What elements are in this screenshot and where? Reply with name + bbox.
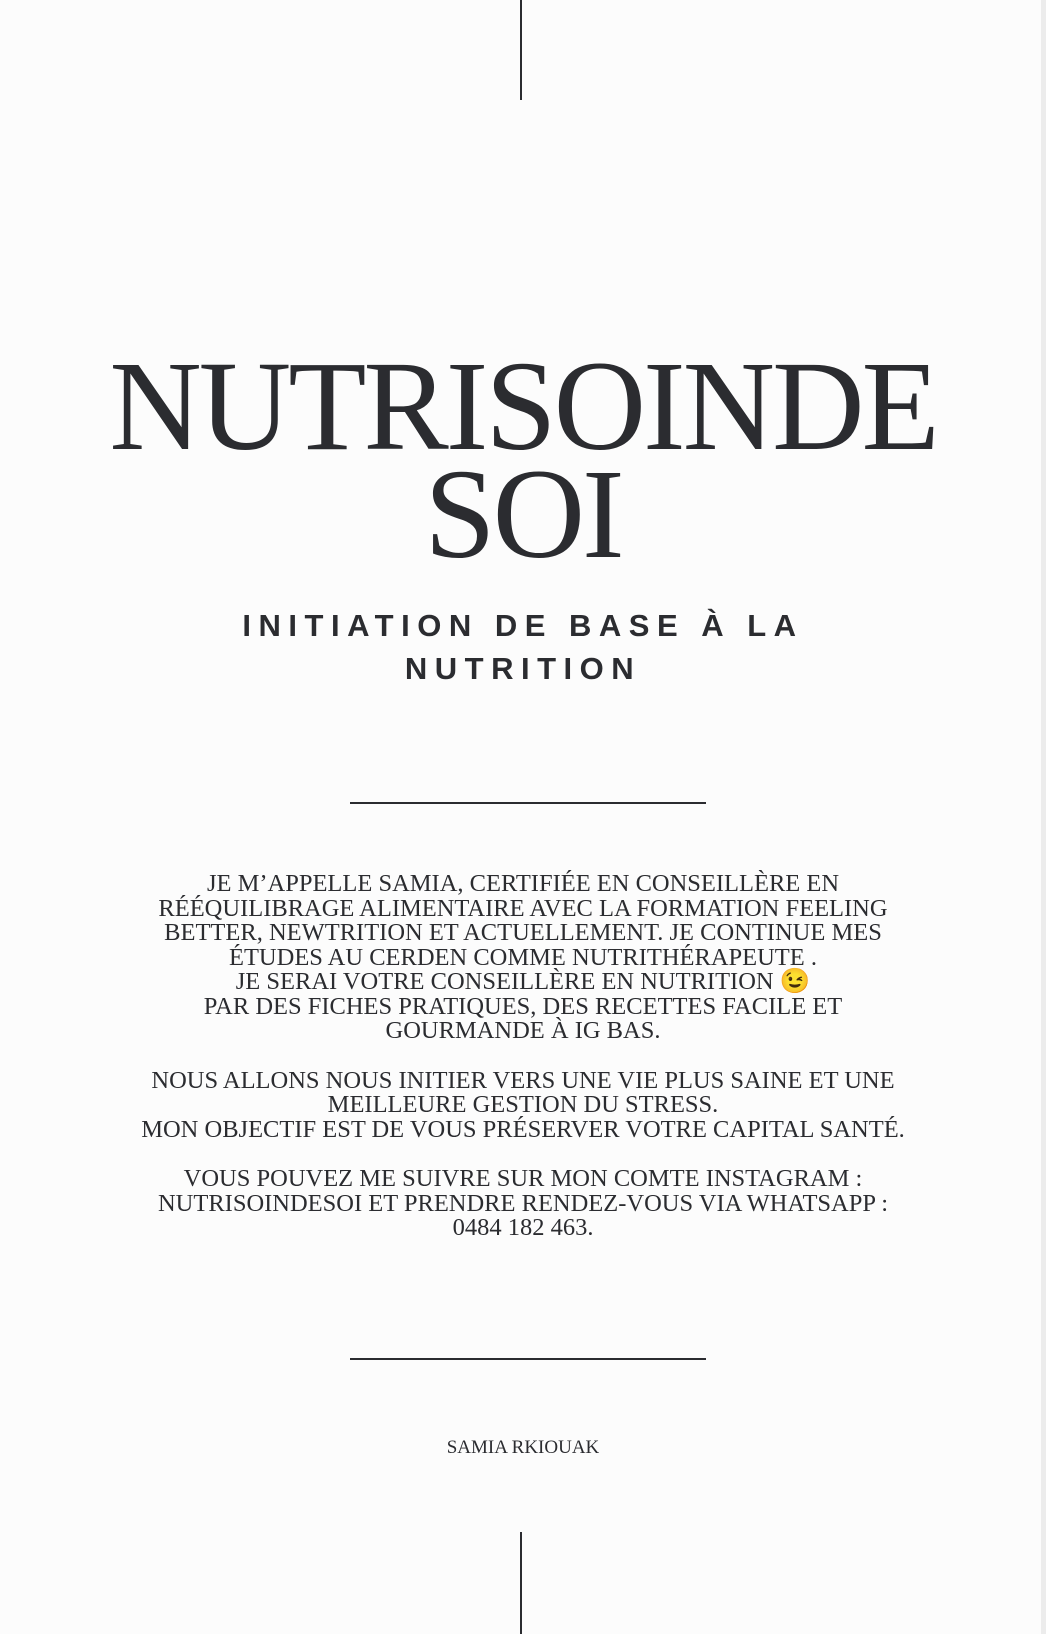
bio-line: RÉÉQUILIBRAGE ALIMENTAIRE AVEC LA FORMATION FEELING (158, 894, 888, 922)
bio-line: JE M’APPELLE SAMIA, CERTIFIÉE EN CONSEILLÈRE EN (206, 870, 840, 897)
book-subtitle-line-1: INITIATION DE BASE À LA (242, 608, 804, 643)
bio-line: PAR DES FICHES PRATIQUES, DES RECETTES FACILE ET (203, 992, 843, 1020)
bio-line: NUTRISOINDESOI ET PRENDRE RENDEZ-VOUS VIA WHATSAPP : (157, 1189, 889, 1217)
bio-paragraph-contact (140, 1167, 906, 1241)
top-vertical-line (520, 0, 522, 100)
book-subtitle-line-2: NUTRITION (404, 651, 642, 686)
bio-line: VOUS POUVEZ ME SUIVRE SUR MON COMTE INSTAGRAM : (183, 1165, 863, 1192)
book-title-line-1: NUTRISOINDE (109, 335, 937, 477)
bio-line: ÉTUDES AU CERDEN COMME NUTRITHÉRAPEUTE . (229, 943, 817, 971)
bio-line: MEILLEURE GESTION DU STRESS. (327, 1091, 719, 1118)
page-edge-shadow (1041, 0, 1046, 1634)
book-subtitle (0, 604, 1046, 690)
book-title-line-2: SOI (424, 443, 622, 585)
divider-lower (350, 1358, 706, 1360)
bottom-vertical-line (520, 1532, 522, 1634)
bio-paragraph-goal (140, 1066, 906, 1143)
bio-line: GOURMANDE À IG BAS. (385, 1017, 661, 1044)
bio-line: NOUS ALLONS NOUS INITIER VERS UNE VIE PLUS SAINE ET UNE (151, 1066, 895, 1094)
bio-line: JE SERAI VOTRE CONSEILLÈRE EN NUTRITION 😉 (235, 968, 811, 995)
bio-line: MON OBJECTIF EST DE VOUS PRÉSERVER VOTRE CAPITAL SANTÉ. (141, 1115, 905, 1143)
bio-line: 0484 182 463. (452, 1214, 594, 1241)
bio-line: BETTER, NEWTRITION ET ACTUELLEMENT. JE CONTINUE MES (164, 919, 882, 946)
bio-paragraph-intro (140, 872, 906, 1044)
author-bio (140, 872, 906, 1241)
book-title (0, 335, 1046, 585)
author-name: SAMIA RKIOUAK (446, 1437, 600, 1458)
divider-upper (350, 802, 706, 804)
